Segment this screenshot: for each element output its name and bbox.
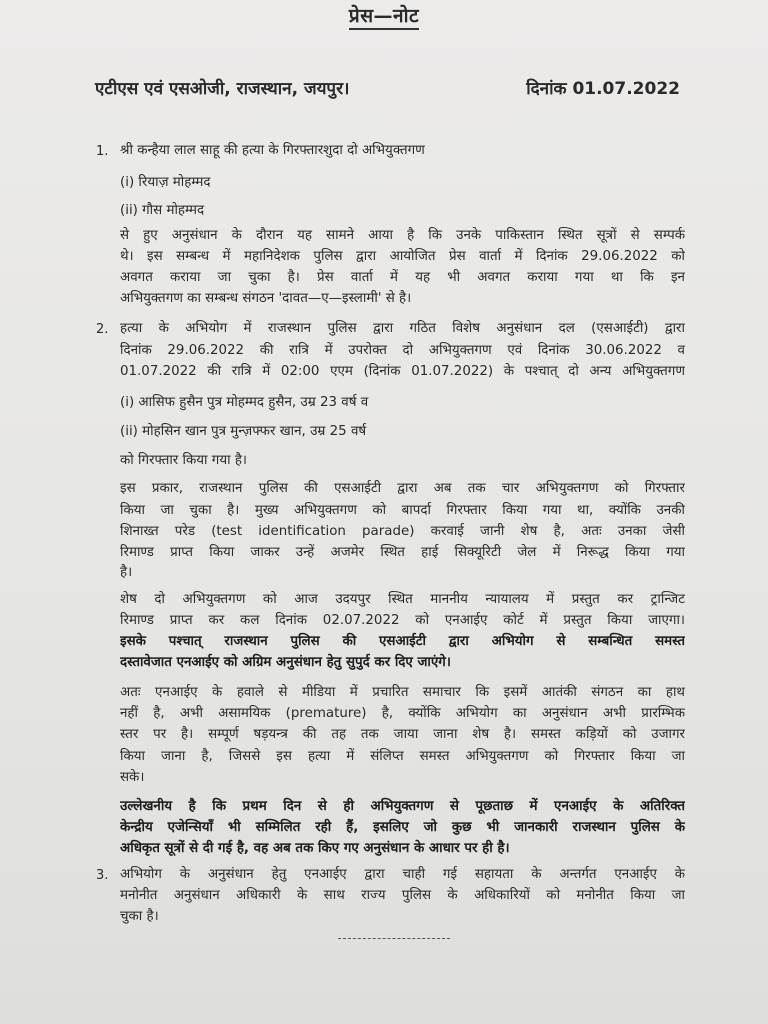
item-3-number: 3.	[96, 868, 109, 883]
item-3-line-1: अभियोग के अनुसंधान हेतु एनआईए द्वारा चाही गई सहायता के अन्तर्गत एनआईए के	[120, 867, 685, 882]
item-2-para1-line-1: इस प्रकार, राजस्थान पुलिस की एसआईटी द्वारा अब तक चार अभियुक्तगण को गिरफ्तार	[120, 481, 685, 496]
item-2-intro-3: 01.07.2022 की रात्रि में 02:00 एएम (दिनांक 01.07.2022) के पश्चात् दो अन्य अभियुक्तगण	[120, 364, 685, 379]
item-2-intro-2: दिनांक 29.06.2022 की रात्रि में उपरोक्त दो अभियुक्तगण एवं दिनांक 30.06.2022 व	[120, 343, 685, 358]
item-2-para2-line-1: शेष दो अभियुक्तगण को आज उदयपुर स्थित माननीय न्यायालय में प्रस्तुत कर ट्रान्जिट	[120, 592, 685, 607]
item-2-accused-1: (i) आसिफ हुसैन पुत्र मोहम्मद हुसैन, उम्र 23 वर्ष व	[120, 395, 369, 410]
item-1-accused-2: (ii) गौस मोहम्मद	[120, 203, 205, 218]
item-2-para2-bold-1: इसके पश्चात् राजस्थान पुलिस की एसआईटी द्वारा अभियोग से सम्बन्धित समस्त	[120, 634, 685, 649]
item-2-para2-line-2: रिमाण्ड प्राप्त कर कल दिनांक 02.07.2022 को एनआईए कोर्ट में प्रस्तुत किया जाएगा।	[120, 613, 685, 628]
organization-name: एटीएस एवं एसओजी, राजस्थान, जयपुर।	[95, 79, 350, 99]
item-2-accused-2: (ii) मोहसिन खान पुत्र मुन्ज़फ्फर खान, उम्र 25 वर्ष	[120, 424, 367, 439]
item-1-line-3: अवगत कराया जा चुका है। प्रेस वार्ता में यह भी अवगत कराया गया था कि इन	[120, 270, 685, 285]
item-2-para1-line-2: किया जा चुका है। मुख्य अभियुक्तगण को बापर्दा गिरफ्तार किया गया था, क्योंकि उनकी	[120, 503, 685, 518]
item-3-line-3: चुका है।	[120, 909, 159, 924]
document-date: दिनांक 01.07.2022	[526, 79, 680, 99]
item-2-para3-line-5: सके।	[120, 770, 145, 785]
item-2-intro-1: हत्या के अभियोग में राजस्थान पुलिस द्वारा गठित विशेष अनुसंधान दल (एसआईटी) द्वारा	[120, 321, 685, 336]
item-1-line-1: से हुए अनुसंधान के दौरान यह सामने आया है कि उनके पाकिस्तान स्थित सूत्रों से सम्पर्क	[120, 228, 685, 243]
item-2-para4-bold-1: उल्लेखनीय है कि प्रथम दिन से ही अभियुक्तगण से पूछताछ में एनआईए के अतिरिक्त	[120, 799, 685, 814]
item-2-para3-line-1: अतः एनआईए के हवाले से मीडिया में प्रचारित समाचार कि इसमें आतंकी संगठन का हाथ	[120, 685, 685, 700]
document-title: प्रेस—नोट	[0, 2, 768, 28]
item-1-accused-1: (i) रियाज़ मोहम्मद	[120, 175, 211, 190]
item-1-number: 1.	[96, 144, 109, 159]
item-1-intro: श्री कन्हैया लाल साहू की हत्या के गिरफ्तारशुदा दो अभियुक्तगण	[120, 143, 425, 158]
footer-dashed-rule	[338, 938, 450, 939]
item-3-line-2: मनोनीत अनुसंधान अधिकारी के साथ राज्य पुलिस के अधिकारियों को मनोनीत किया जा	[120, 888, 685, 903]
item-1-line-2: थे। इस सम्बन्ध में महानिदेशक पुलिस द्वारा आयोजित प्रेस वार्ता में दिनांक 29.06.2022 को	[120, 249, 685, 264]
item-2-para4-bold-3: अधिकृत सूत्रों से दी गई है, वह अब तक किए गए अनुसंधान के आधार पर ही है।	[120, 841, 510, 856]
item-2-para1-line-3: शिनाख्त परेड (test identification parade) करवाई जानी शेष है, अतः उनका जेसी	[120, 524, 685, 539]
item-1-line-4: अभियुक्तगण का सम्बन्ध संगठन 'दावत—ए—इस्लामी' से है।	[120, 291, 412, 306]
item-2-para3-line-2: नहीं है, अभी असामयिक (premature) है, क्योंकि अभियोग का अनुसंधान अभी प्रारम्भिक	[120, 706, 685, 721]
item-2-para1-line-4: रिमाण्ड प्राप्त किया जाकर उन्हें अजमेर स्थित हाई सिक्यूरिटी जेल में निरूद्ध किया गया	[120, 545, 685, 560]
item-2-para1-line-5: है।	[120, 565, 133, 580]
item-2-para3-line-3: स्तर पर है। सम्पूर्ण षड़यन्त्र की तह तक जाया जाना शेष है। समस्त कड़ियों को उजागर	[120, 727, 685, 742]
item-2-arrested: को गिरफ्तार किया गया है।	[120, 453, 248, 468]
item-2-para4-bold-2: केन्द्रीय एजेन्सियाँ भी सम्मिलित रही हैं, इसलिए जो कुछ भी जानकारी राजस्थान पुलिस के	[120, 820, 685, 835]
item-2-para2-bold-2: दस्तावेजात एनआईए को अग्रिम अनुसंधान हेतु सुपुर्द कर दिए जाएंगे।	[120, 655, 451, 670]
item-2-para3-line-4: किया जाना है, जिससे इस हत्या में संलिप्त समस्त अभियुक्तगण को गिरफ्तार किया जा	[120, 749, 685, 764]
item-2-number: 2.	[96, 322, 109, 337]
